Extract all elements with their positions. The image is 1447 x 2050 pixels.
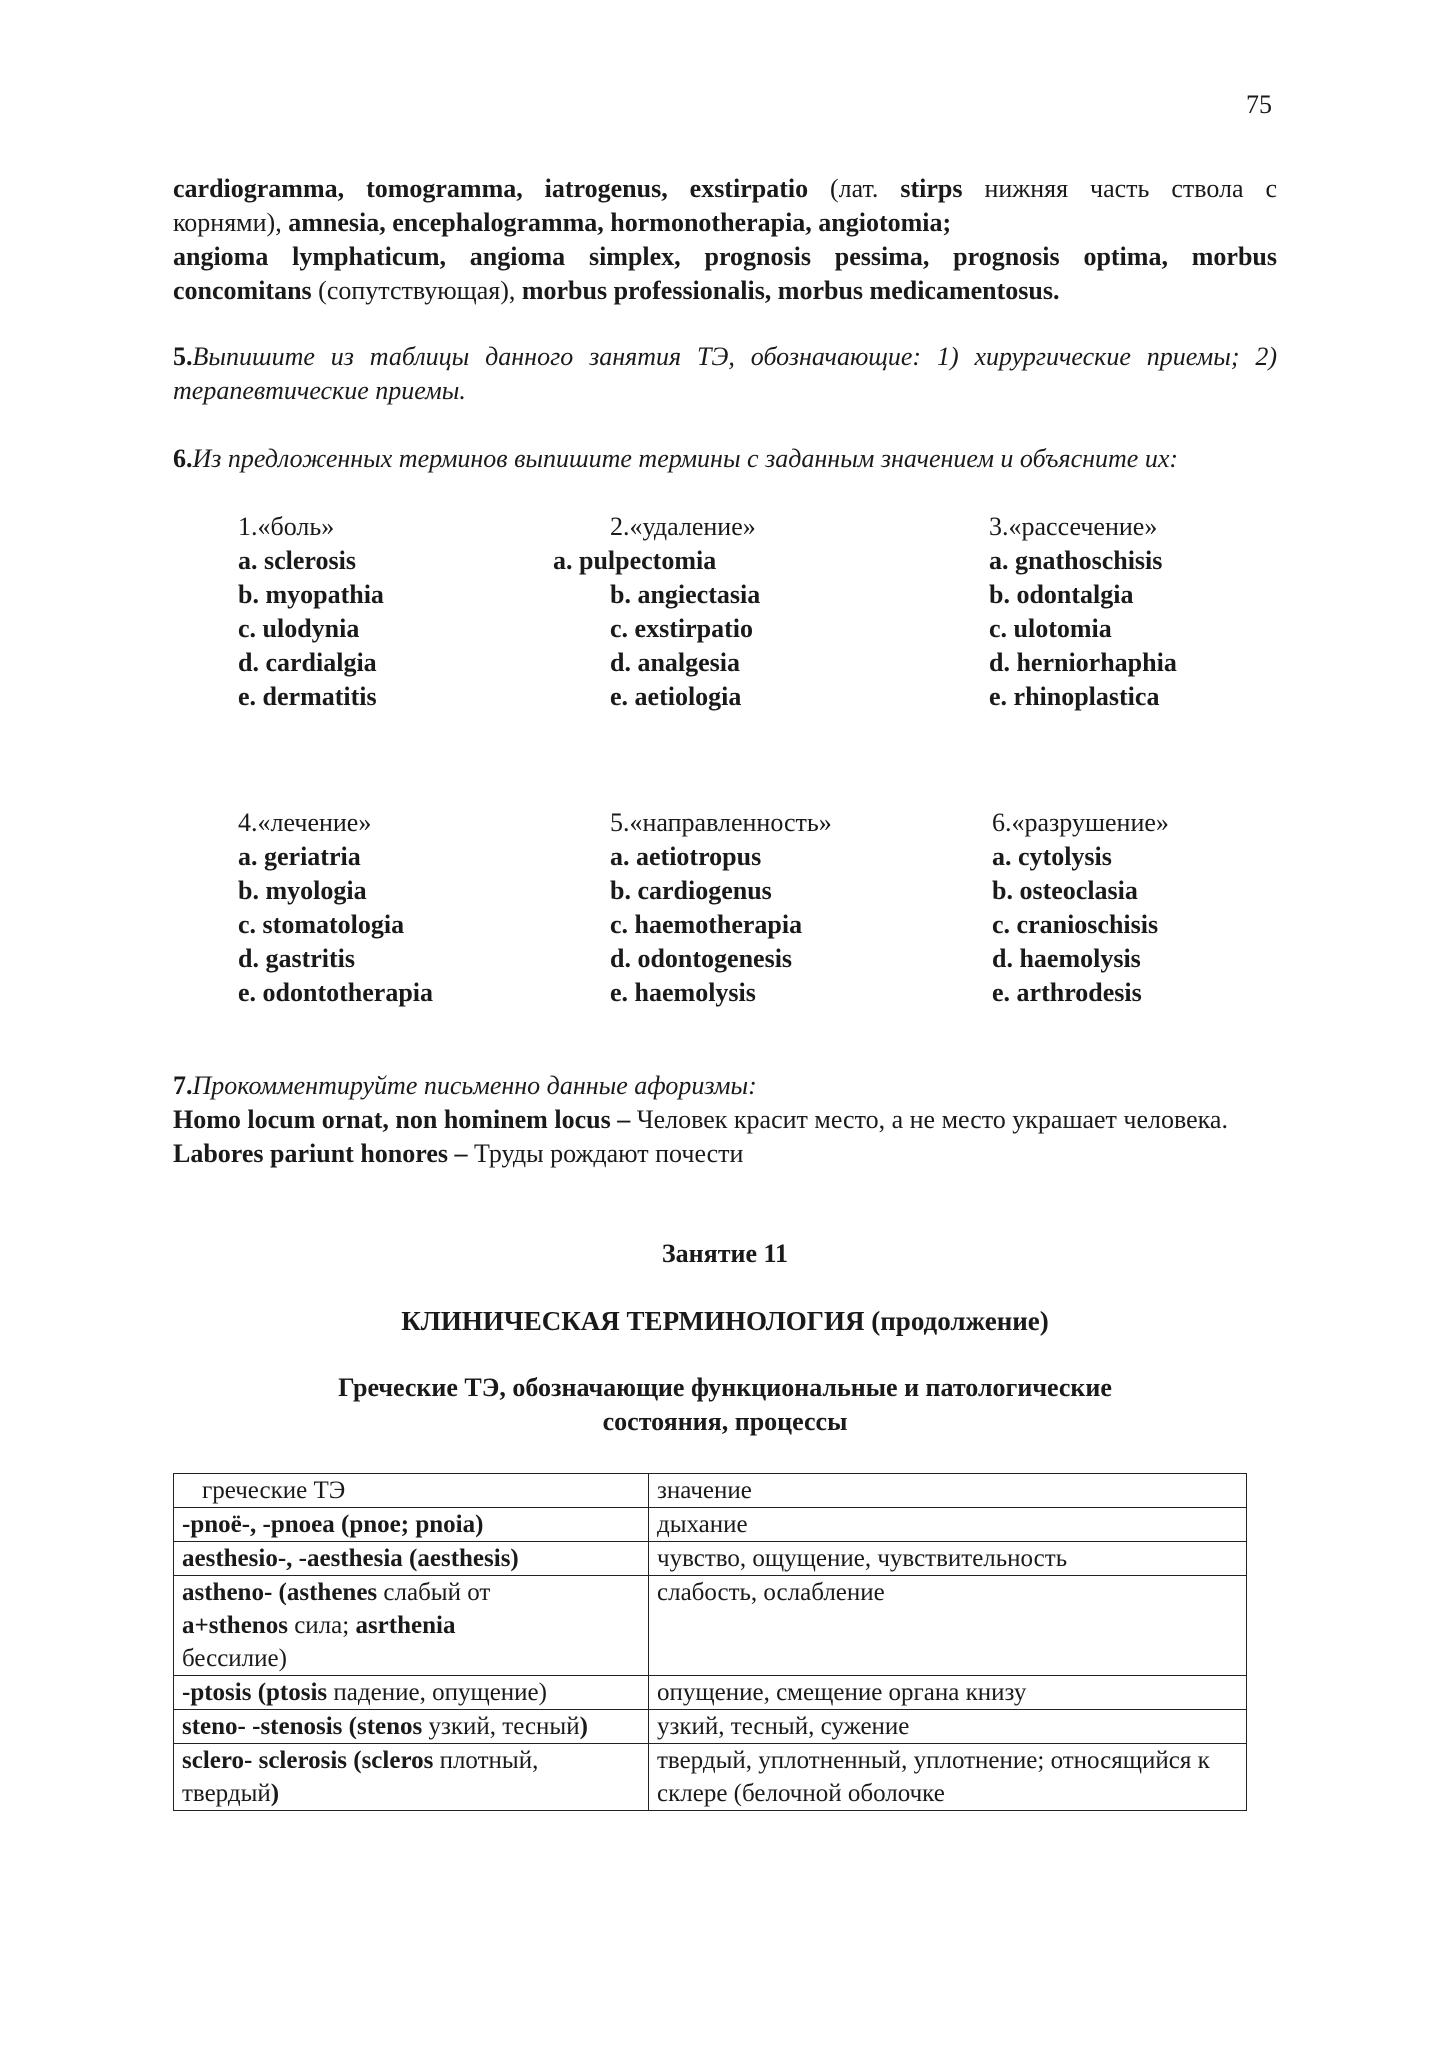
text: нижняя часть ствола с	[962, 174, 1277, 203]
term-option: e. rhinoplastica	[989, 682, 1160, 711]
term-option: c. ulodynia	[238, 614, 360, 643]
meaning-cell: опущение, смещение органа книзу	[649, 1676, 1247, 1710]
te-cell	[174, 1710, 649, 1744]
task-text: Выпишите из таблицы данного занятия ТЭ, обозначающие: 1) хирургические приемы; 2) терапевтические приемы.	[173, 342, 1277, 405]
term-option: d. herniorhaphia	[989, 648, 1177, 677]
task-text: Прокомментируйте письменно данные афоризмы:	[192, 1071, 757, 1100]
term-option: b. myopathia	[238, 580, 384, 609]
header-cell: значение	[649, 1474, 1247, 1508]
group-title: 3.«рассечение»	[989, 512, 1158, 541]
intro-line	[173, 172, 1277, 206]
meaning-cell: дыхание	[649, 1508, 1247, 1542]
task-number: 6.	[173, 444, 193, 473]
term-option: b. odontalgia	[989, 580, 1134, 609]
term-option: e. arthrodesis	[992, 978, 1142, 1007]
term-option: e. aetiologia	[610, 682, 742, 711]
heading-suffix: (продолжение)	[864, 1306, 1049, 1336]
term-option: b. myologia	[238, 876, 367, 905]
term-list: morbus professionalis, morbus medicamentosus.	[521, 276, 1060, 305]
te-note: бессилие)	[182, 1645, 287, 1672]
term-list: amnesia, encephalogramma, hormonotherapia, angiotomia;	[288, 208, 952, 237]
term-option: d. gastritis	[238, 944, 355, 973]
term-option: b. angiectasia	[610, 580, 761, 609]
table-row	[174, 1744, 1247, 1811]
group-title: 4.«лечение»	[238, 808, 372, 837]
table-row	[174, 1508, 1247, 1542]
term-list: cardiogramma, tomogramma, iatrogenus, exstirpatio	[173, 174, 809, 203]
aphorism-2	[173, 1137, 1277, 1171]
term-option: a. geriatria	[238, 842, 361, 871]
task-7-prompt	[173, 1069, 1277, 1103]
te-term: -ptosis (ptosis	[182, 1679, 328, 1706]
term-option: d. haemolysis	[992, 944, 1141, 973]
te-term: aesthesio-, -aesthesia (aesthesis)	[182, 1545, 519, 1572]
task-7	[173, 1069, 1277, 1171]
group-title: 2.«удаление»	[610, 512, 756, 541]
te-term: -pnoë-, -pnoea (pnoe; pnoia)	[182, 1511, 484, 1538]
caption-line: Греческие ТЭ, обозначающие функциональные и патологические	[338, 1373, 1112, 1402]
term-option: d. odontogenesis	[610, 944, 793, 973]
table-row	[174, 1576, 1247, 1676]
te-term: )	[579, 1713, 588, 1740]
te-note: плотный, твердый	[182, 1747, 539, 1807]
term-option: c. exstirpatio	[610, 614, 753, 643]
header-cell: греческие ТЭ	[174, 1474, 649, 1508]
caption-line: состояния, процессы	[602, 1407, 848, 1436]
term-list: angioma lymphaticum, angioma simplex, prognosis pessima, prognosis optima, morbus	[173, 242, 1277, 271]
te-term: a+sthenos	[182, 1612, 288, 1639]
meaning-cell: твердый, уплотненный, уплотнение; относящийся к склере (белочной оболочке	[649, 1744, 1247, 1811]
text: (лат.	[808, 174, 901, 203]
te-term: steno- -stenosis (stenos	[182, 1713, 423, 1740]
te-term: asrthenia	[355, 1612, 456, 1639]
aphorism-translation: Труды рождают почести	[473, 1139, 744, 1168]
term-option: c. stomatologia	[238, 910, 405, 939]
te-cell	[174, 1744, 649, 1811]
lesson-title: Занятие 11	[661, 1239, 789, 1268]
group-title: 1.«боль»	[238, 512, 335, 541]
term-group	[610, 806, 832, 1010]
te-term: sclero- sclerosis (scleros	[182, 1747, 434, 1774]
term-group	[238, 510, 384, 714]
intro-line	[173, 274, 1277, 308]
table-row	[174, 1542, 1247, 1576]
aphorism-translation: Человек красит место, а не место украшает человека.	[636, 1105, 1228, 1134]
te-note: узкий, тесный	[422, 1713, 580, 1740]
table-header-row	[174, 1474, 1247, 1508]
table-caption	[173, 1371, 1277, 1439]
group-title: 6.«разрушение»	[992, 808, 1169, 837]
table-row	[174, 1710, 1247, 1744]
greek-te-table	[173, 1473, 1247, 1811]
term-option: c. ulotomia	[989, 614, 1112, 643]
table-row	[174, 1676, 1247, 1710]
page-number: 75	[1246, 90, 1272, 119]
term-option: d. analgesia	[610, 648, 741, 677]
term-option: a. pulpectomia	[553, 546, 717, 575]
te-cell	[174, 1508, 649, 1542]
section-heading	[173, 1304, 1277, 1338]
term-option: a. sclerosis	[238, 546, 356, 575]
term-option: b. osteoclasia	[992, 876, 1138, 905]
task-number: 7.	[173, 1071, 193, 1100]
term-group	[989, 510, 1177, 714]
term-option: e. odontotherapia	[238, 978, 433, 1007]
te-term: astheno- (asthenes	[182, 1579, 378, 1606]
te-cell	[174, 1576, 649, 1676]
te-cell	[174, 1676, 649, 1710]
intro-paragraph	[173, 172, 1277, 308]
task-6	[173, 442, 1277, 476]
term-option: d. cardialgia	[238, 648, 377, 677]
term-option: a. cytolysis	[992, 842, 1112, 871]
meaning-cell: узкий, тесный, сужение	[649, 1710, 1247, 1744]
term-option: a. aetiotropus	[610, 842, 762, 871]
intro-line	[173, 206, 1277, 240]
te-term: )	[270, 1780, 280, 1807]
te-note: слабый от	[377, 1579, 491, 1606]
te-note: сила;	[287, 1612, 356, 1639]
meaning-cell: слабость, ослабление	[649, 1576, 1247, 1676]
task-text: Из предложенных терминов выпишите термины с заданным значением и объясните их:	[192, 444, 1179, 473]
heading-main: КЛИНИЧЕСКАЯ ТЕРМИНОЛОГИЯ	[401, 1306, 865, 1336]
term-option: c. cranioschisis	[992, 910, 1159, 939]
term-option: b. cardiogenus	[610, 876, 772, 905]
aphorism-1	[173, 1103, 1277, 1137]
term: concomitans	[173, 276, 312, 305]
te-note: падение, опущение)	[327, 1679, 547, 1706]
text: (сопутствующая),	[311, 276, 522, 305]
text: корнями),	[173, 208, 289, 237]
term-group	[238, 806, 433, 1010]
dash: –	[610, 1105, 637, 1134]
aphorism-latin: Labores pariunt honores	[173, 1139, 448, 1168]
aphorism-latin: Homo locum ornat, non hominem locus	[173, 1105, 611, 1134]
term-group	[553, 510, 761, 714]
te-cell	[174, 1542, 649, 1576]
term: stirps	[900, 174, 963, 203]
meaning-cell: чувство, ощущение, чувствительность	[649, 1542, 1247, 1576]
term-option: c. haemotherapia	[610, 910, 803, 939]
task-5	[173, 340, 1277, 408]
term-option: e. haemolysis	[610, 978, 756, 1007]
task-number: 5.	[173, 342, 193, 371]
term-option: e. dermatitis	[238, 682, 377, 711]
intro-line	[173, 240, 1277, 274]
group-title: 5.«направленность»	[610, 808, 832, 837]
term-group	[992, 806, 1169, 1010]
dash: –	[447, 1139, 474, 1168]
term-option: a. gnathoschisis	[989, 546, 1163, 575]
